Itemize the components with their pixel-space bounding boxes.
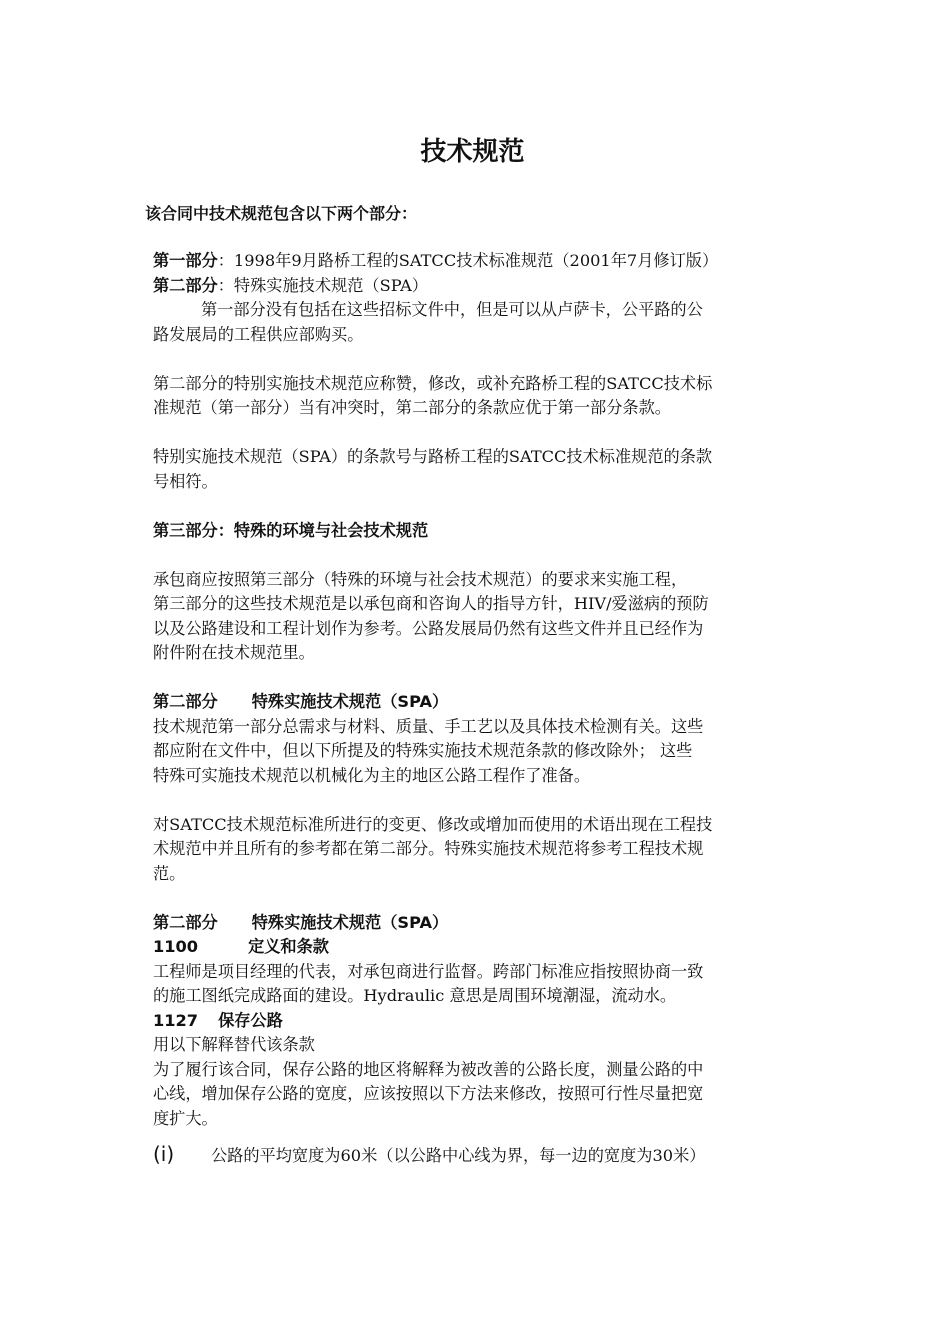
para1-line: 路发展局的工程供应部购买。	[153, 324, 364, 344]
para7-line: 的施工图纸完成路面的建设。Hydraulic 意思是周围环境潮湿，流动水。	[153, 986, 677, 1005]
para5-line: 技术规范第一部分总需求与材料、质量、手工艺以及具体技术检测有关。这些	[153, 716, 704, 736]
para4-line: 承包商应按照第三部分（特殊的环境与社会技术规范）的要求来实施工程，	[153, 569, 688, 589]
para4-line: 以及公路建设和工程计划作为参考。公路发展局仍然有这些文件并且已经作为	[153, 618, 704, 638]
part3-heading: 第三部分：特殊的环境与社会技术规范	[153, 520, 429, 540]
para5-line: 都应附在文件中，但以下所提及的特殊实施技术规范条款的修改除外； 这些	[153, 741, 693, 760]
list-item-number: (i)	[153, 1142, 175, 1166]
section-title: 特殊实施技术规范（SPA）	[251, 692, 449, 711]
intro-heading: 该合同中技术规范包含以下两个部分：	[145, 204, 418, 223]
part2-label: 第二部分	[153, 275, 218, 295]
para3-line: 特别实施技术规范（SPA）的条款号与路桥工程的SATCC技术标准规范的条款	[153, 447, 713, 466]
para5-line: 特殊可实施技术规范以机械化为主的地区公路工程作了准备。	[153, 765, 591, 785]
document-body	[153, 249, 808, 1169]
clause-number: 1100	[153, 937, 199, 956]
para2-line: 准规范（第一部分）当有冲突时，第二部分的条款应优于第一部分条款。	[153, 398, 671, 417]
para9-line: 为了履行该合同，保存公路的地区将解释为被改善的公路长度，测量公路的中	[153, 1059, 704, 1079]
part1-label: 第一部分	[153, 251, 218, 270]
para6-line: 术规范中并且所有的参考都在第二部分。特殊实施技术规范将参考工程技术规	[153, 839, 704, 858]
para8-line: 用以下解释替代该条款	[153, 1035, 315, 1054]
part1-text: ：1998年9月路桥工程的SATCC技术标准规范（2001年7月修订版）	[217, 251, 719, 270]
clause-title: 定义和条款	[248, 937, 329, 956]
para9-line: 度扩大。	[153, 1108, 218, 1128]
clause-1100-heading	[153, 935, 808, 960]
part1-line	[153, 249, 808, 274]
clause-number: 1127	[153, 1010, 199, 1030]
section-label: 第二部分	[153, 912, 218, 932]
page-title: 技术规范	[420, 137, 525, 167]
part2-text: ：特殊实施技术规范（SPA）	[217, 275, 428, 295]
clause-title: 保存公路	[218, 1010, 283, 1030]
para4-line: 第三部分的这些技术规范是以承包商和咨询人的指导方针，HIV/爱滋病的预防	[153, 594, 709, 613]
clause-1127-heading	[153, 1009, 808, 1034]
para7-line: 工程师是项目经理的代表，对承包商进行监督。跨部门标准应指按照协商一致	[153, 961, 704, 981]
section2-heading-a	[153, 690, 808, 715]
section-label: 第二部分	[153, 692, 218, 711]
para2-line: 第二部分的特别实施技术规范应称赞，修改，或补充路桥工程的SATCC技术标	[153, 373, 713, 393]
para4-line: 附件附在技术规范里。	[153, 643, 315, 662]
section2-heading-b	[153, 911, 808, 936]
para9-line: 心线，增加保存公路的宽度，应该按照以下方法来修改，按照可行性尽量把宽	[153, 1084, 704, 1103]
para1-line: 第一部分没有包括在这些招标文件中，但是可以从卢萨卡，公平路的公	[201, 300, 703, 319]
part2-line	[153, 274, 808, 299]
para3-line: 号相符。	[153, 471, 218, 491]
list-item-text: 公路的平均宽度为60米（以公路中心线为界，每一边的宽度为30米）	[211, 1146, 706, 1165]
para6-line: 对SATCC技术规范标准所进行的变更、修改或增加而使用的术语出现在工程技	[153, 814, 713, 834]
section-title: 特殊实施技术规范（SPA）	[251, 912, 449, 932]
list-item-i	[153, 1139, 808, 1169]
para6-line: 范。	[153, 863, 186, 883]
